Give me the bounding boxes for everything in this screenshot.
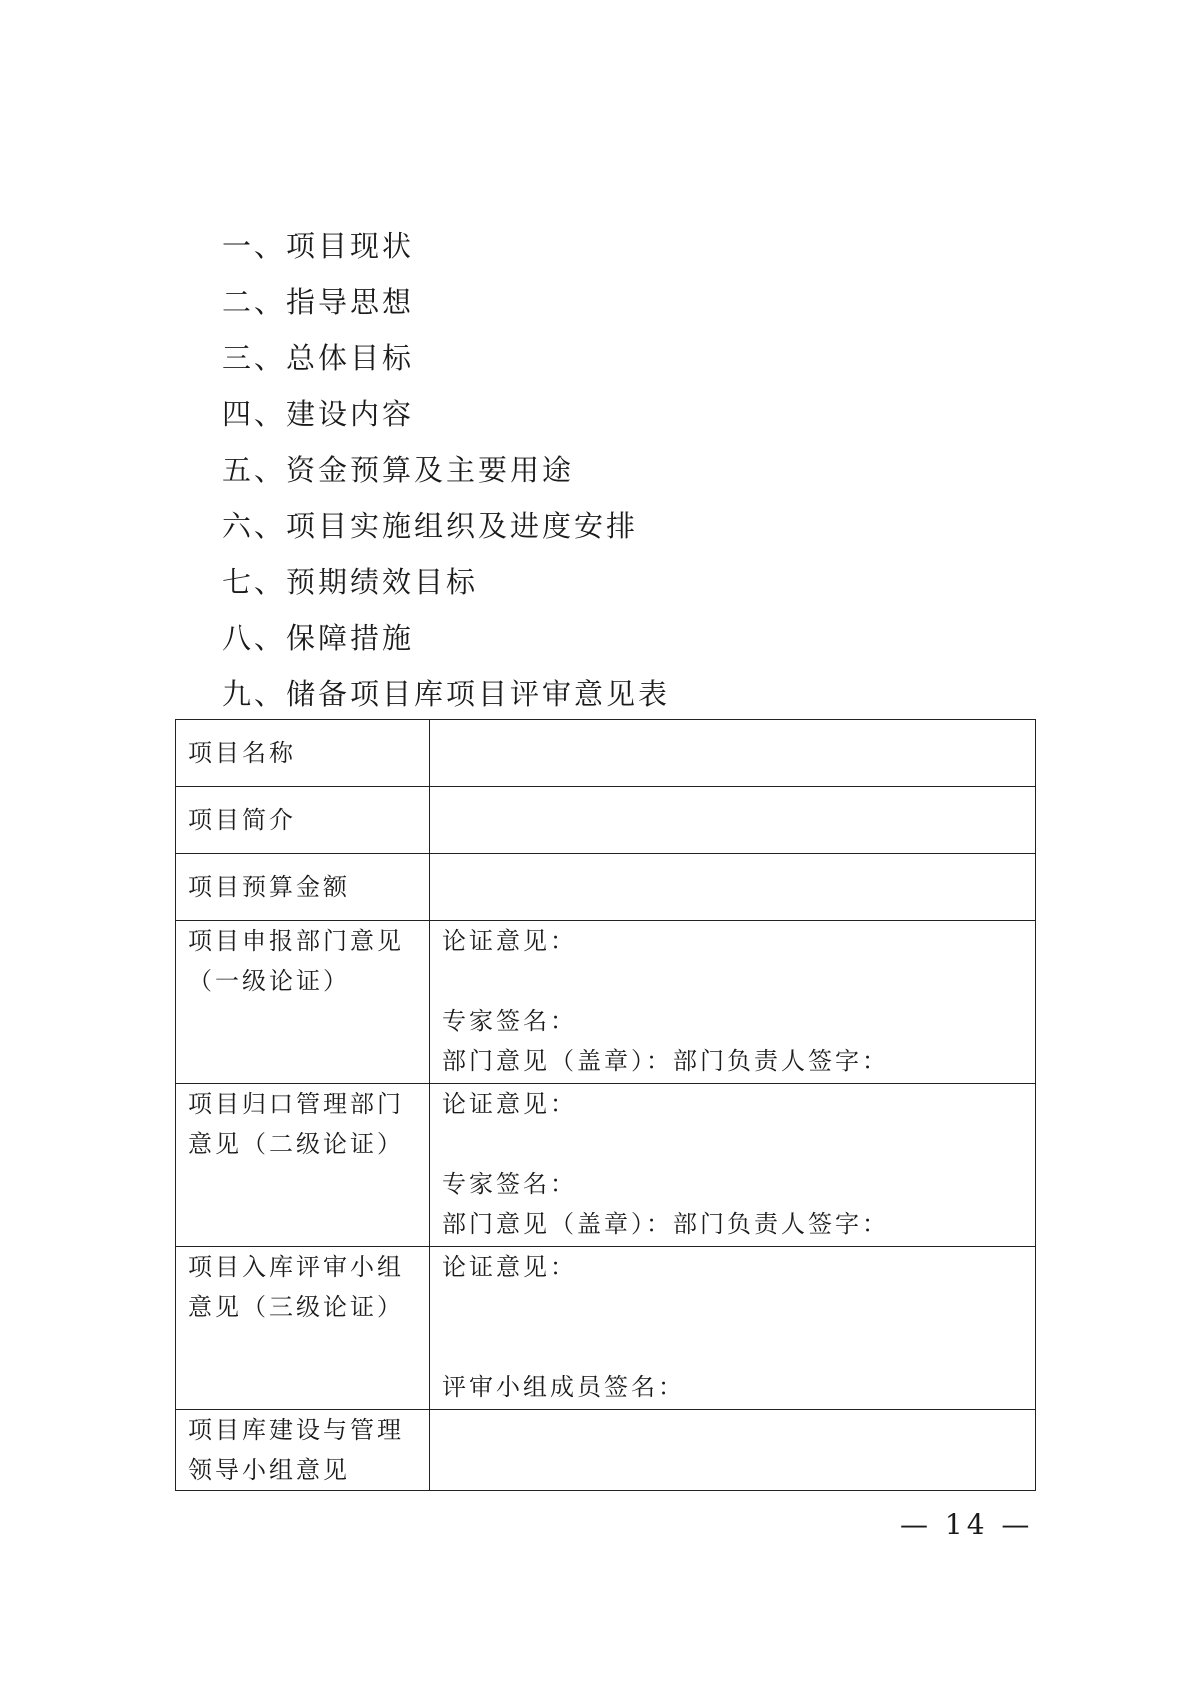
page-number: — 14 —	[900, 1508, 1034, 1541]
table-row	[176, 720, 1036, 787]
table-row	[176, 1084, 1036, 1247]
outline-item: 二、指导思想	[222, 285, 415, 319]
outline-item: 九、储备项目库项目评审意见表	[222, 677, 671, 711]
row-label-text: 项目简介	[188, 806, 296, 834]
review-opinion-table	[175, 719, 1036, 1491]
row-label-review-panel-opinion	[176, 1247, 430, 1410]
row-label-management-dept-opinion	[176, 1084, 430, 1247]
outline-item: 一、项目现状	[222, 229, 415, 263]
row-label-text: 项目申报部门意见	[188, 927, 404, 955]
project-name-field[interactable]	[430, 720, 1036, 787]
outline-item: 四、建设内容	[222, 397, 415, 431]
table-row	[176, 1410, 1036, 1491]
outline-item: 八、保障措施	[222, 621, 415, 655]
row-label-text: 领导小组意见	[188, 1456, 350, 1484]
outline-item: 六、项目实施组织及进度安排	[222, 509, 639, 543]
panel-signature-label: 评审小组成员签名：	[442, 1373, 685, 1401]
row-label-project-budget	[176, 854, 430, 921]
section-outline	[222, 218, 670, 722]
table-row	[176, 787, 1036, 854]
opinion-label: 论证意见：	[442, 927, 577, 955]
opinion-blank	[442, 1327, 1025, 1367]
management-dept-opinion-field[interactable]	[430, 1084, 1036, 1247]
row-label-text: 意见（三级论证）	[188, 1293, 404, 1321]
row-label-applicant-dept-opinion	[176, 921, 430, 1084]
opinion-label: 论证意见：	[442, 1253, 577, 1281]
row-label-text: 项目预算金额	[188, 873, 350, 901]
row-label-text: 项目库建设与管理	[188, 1416, 404, 1444]
outline-item: 三、总体目标	[222, 341, 415, 375]
opinion-label: 论证意见：	[442, 1090, 577, 1118]
expert-signature-label: 专家签名：	[442, 1007, 577, 1035]
review-panel-opinion-field[interactable]	[430, 1247, 1036, 1410]
row-label-text: 项目名称	[188, 739, 296, 767]
row-label-leadership-group-opinion	[176, 1410, 430, 1491]
table-row	[176, 921, 1036, 1084]
opinion-blank	[442, 1287, 1025, 1327]
project-budget-field[interactable]	[430, 854, 1036, 921]
dept-seal-signature-label: 部门意见（盖章）：部门负责人签字：	[442, 1210, 889, 1238]
row-label-text: 意见（二级论证）	[188, 1130, 404, 1158]
expert-signature-label: 专家签名：	[442, 1170, 577, 1198]
outline-item: 七、预期绩效目标	[222, 565, 479, 599]
row-label-text: 项目入库评审小组	[188, 1253, 404, 1281]
row-label-project-summary	[176, 787, 430, 854]
outline-item: 五、资金预算及主要用途	[222, 453, 575, 487]
table-row	[176, 1247, 1036, 1410]
row-label-text: 项目归口管理部门	[188, 1090, 404, 1118]
table-row	[176, 854, 1036, 921]
leadership-group-opinion-field[interactable]	[430, 1410, 1036, 1491]
opinion-blank	[442, 961, 1025, 1001]
row-label-project-name	[176, 720, 430, 787]
row-label-text: （一级论证）	[188, 967, 350, 995]
dept-seal-signature-label: 部门意见（盖章）：部门负责人签字：	[442, 1047, 889, 1075]
project-summary-field[interactable]	[430, 787, 1036, 854]
applicant-dept-opinion-field[interactable]	[430, 921, 1036, 1084]
opinion-blank	[442, 1124, 1025, 1164]
